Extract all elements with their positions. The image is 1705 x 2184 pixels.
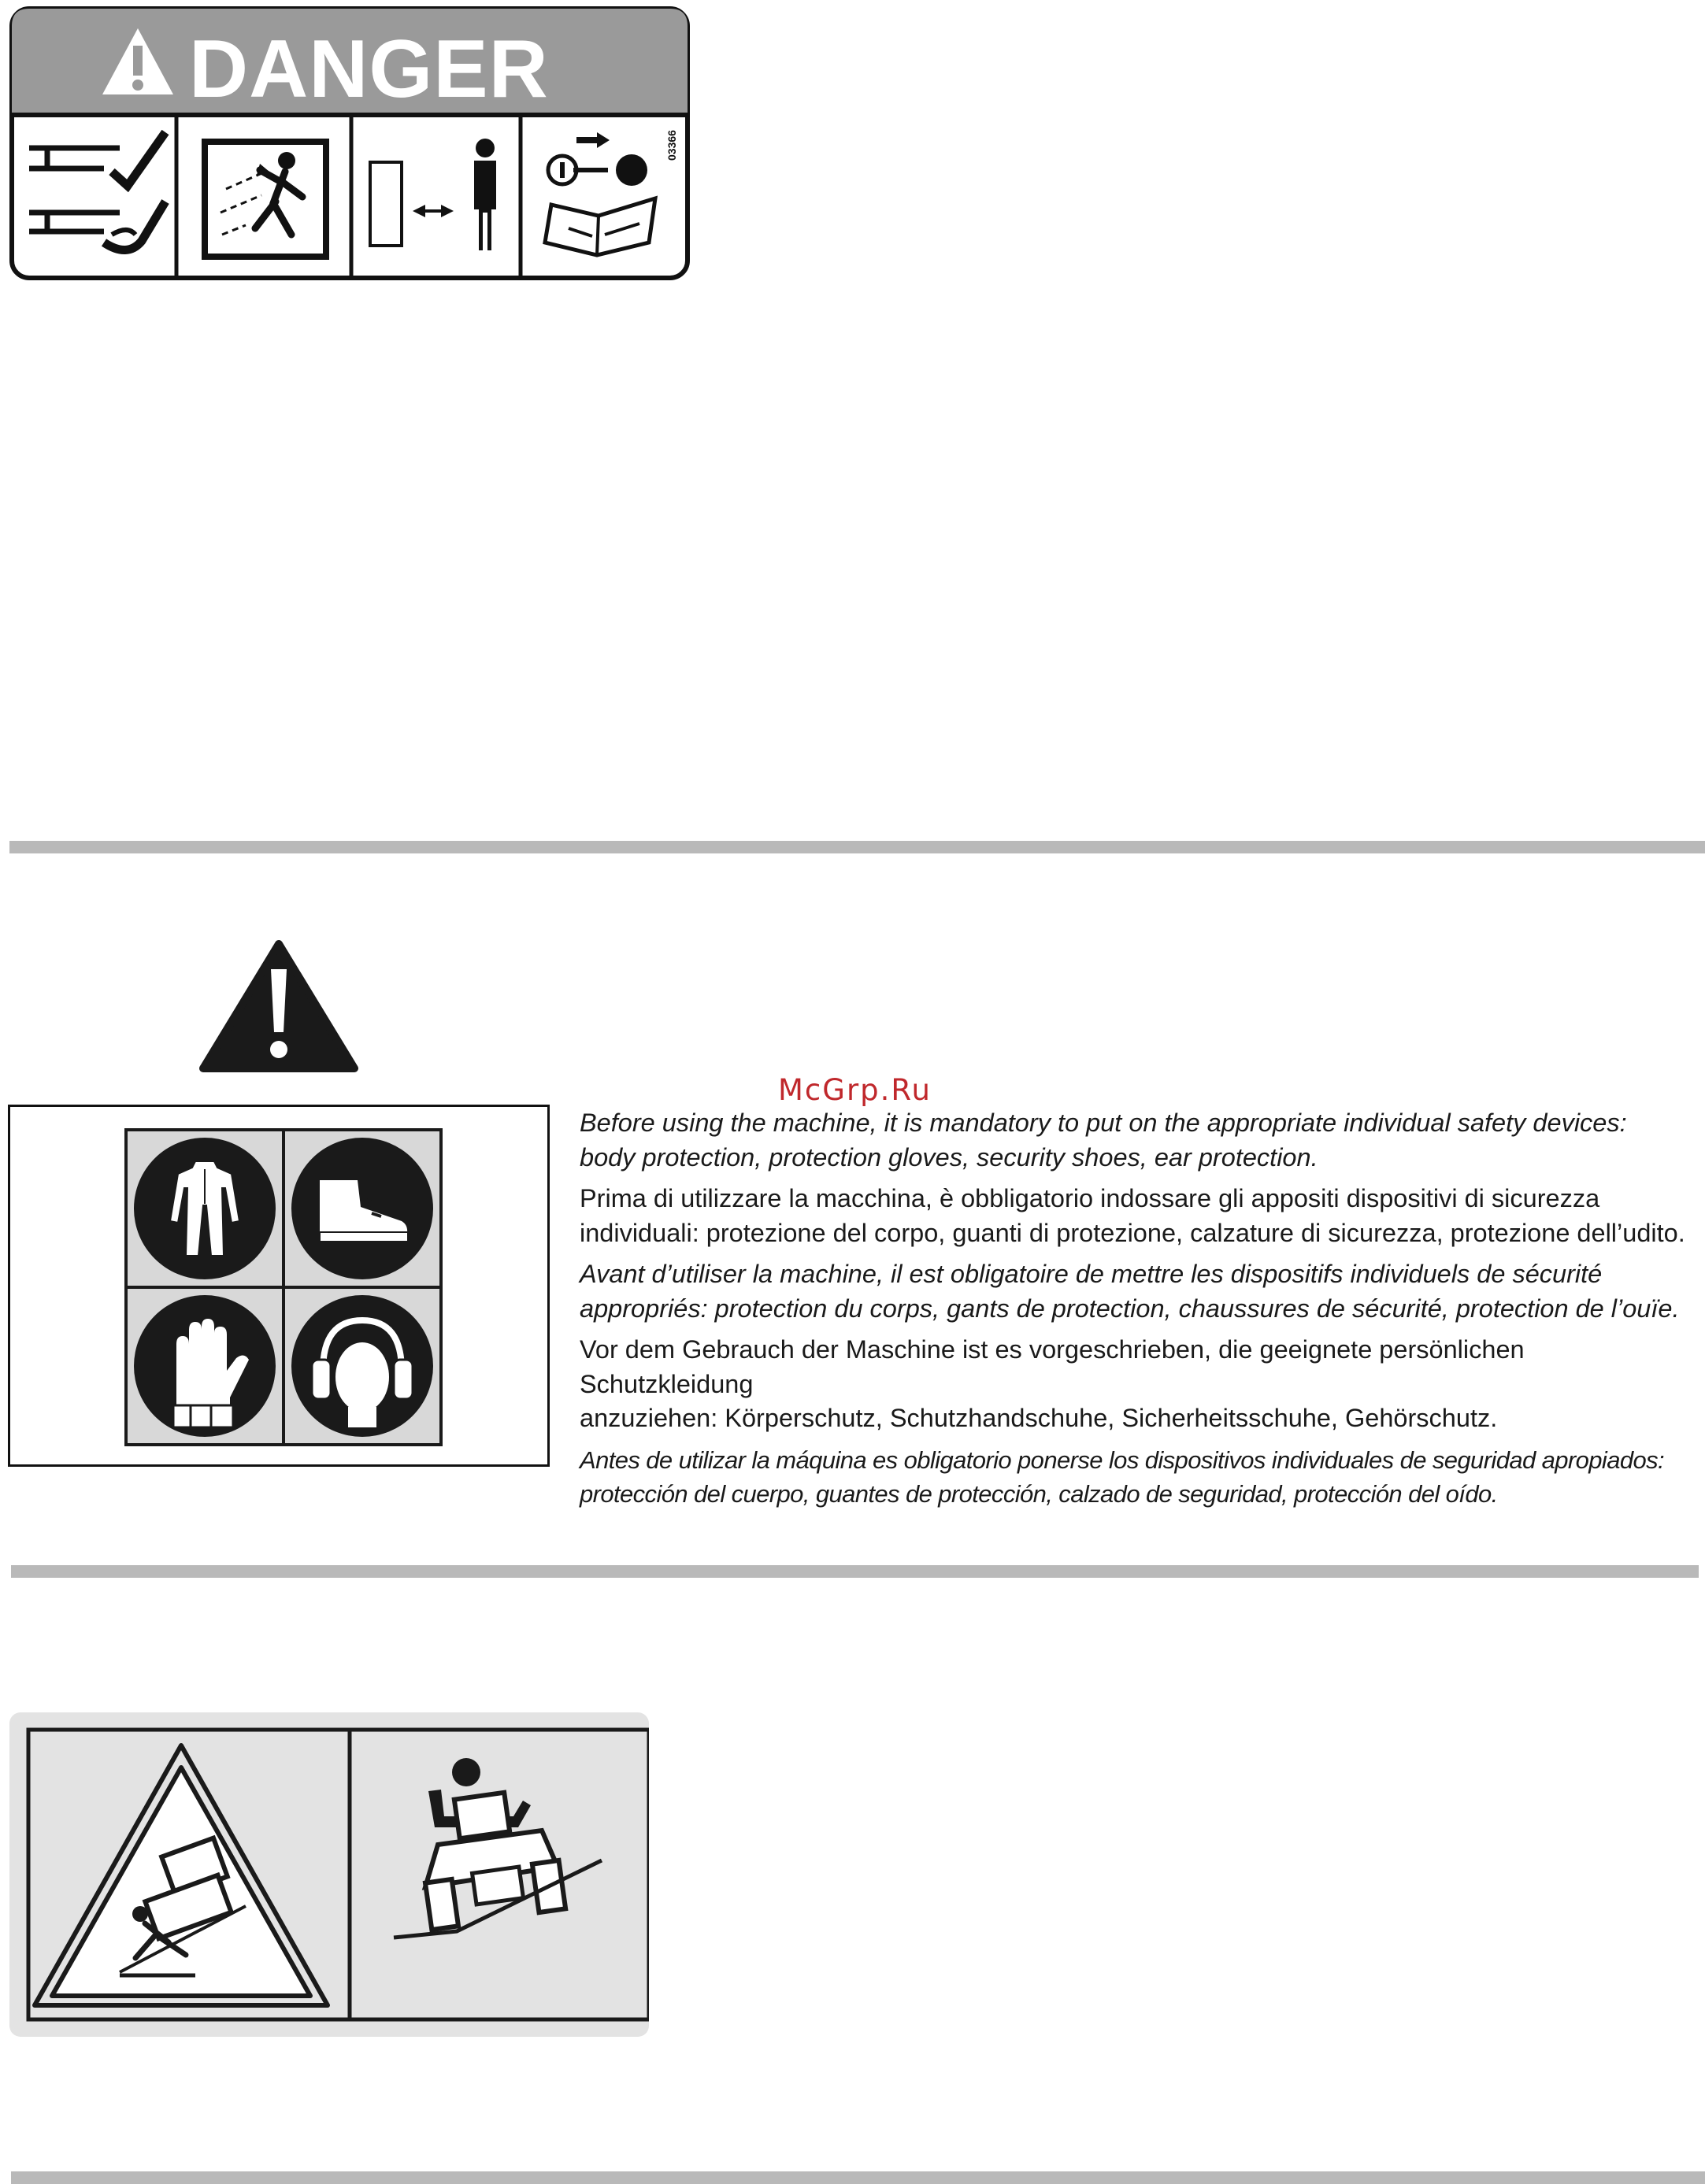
ppe-notice-english: Before using the machine, it is mandatory to put on the appropriate individual safety devices: body protection, protection gloves, security shoes, ear protection.: [580, 1109, 1627, 1172]
coverall-icon: [128, 1131, 282, 1286]
ppe-notice-text: [580, 1106, 1698, 1519]
ppe-notice-german: Vor dem Gebrauch der Maschine ist es vorgeschrieben, die geeignete persönlichen Schutzkleidung anzuziehen: Körperschutz, Schutzhandschuhe, Sicherheitsschuhe, Gehörschutz.: [580, 1335, 1525, 1432]
section-divider: [9, 841, 1705, 853]
ppe-notice-italian: Prima di utilizzare la macchina, è obbligatorio indossare gli appositi dispositivi di sicurezza individuali: protezione del corpo, guanti di protezione, calzature di sicurezza, protezione dell’udito.: [580, 1184, 1685, 1247]
ear-protection-icon: [285, 1289, 439, 1443]
danger-decal: [9, 6, 690, 280]
danger-code: 03366: [665, 130, 678, 161]
ppe-pictogram-grid: [124, 1128, 443, 1446]
ppe-pictogram-box: [8, 1105, 550, 1467]
ppe-notice-french: Avant d’utiliser la machine, il est obligatoire de mettre les dispositifs individuels de sécurité appropriés: protection du corps, gants de protection, chaussures de sécurité, protection de l’ouïe.: [580, 1260, 1680, 1323]
slope-decal: [9, 1712, 649, 2037]
watermark: McGrp.Ru: [778, 1073, 932, 1107]
section-divider: [11, 2171, 1705, 2184]
danger-title: DANGER: [189, 24, 549, 115]
ppe-notice-spanish: Antes de utilizar la máquina es obligatorio ponerse los dispositivos individuales de seguridad apropiados: protección del cuerpo, guantes de protección, calzado de seguridad, protección del oído.: [580, 1446, 1665, 1508]
safety-shoe-icon: [285, 1131, 439, 1286]
glove-icon: [128, 1289, 282, 1443]
section-divider: [11, 1565, 1699, 1578]
warning-triangle-icon: [198, 939, 359, 1075]
